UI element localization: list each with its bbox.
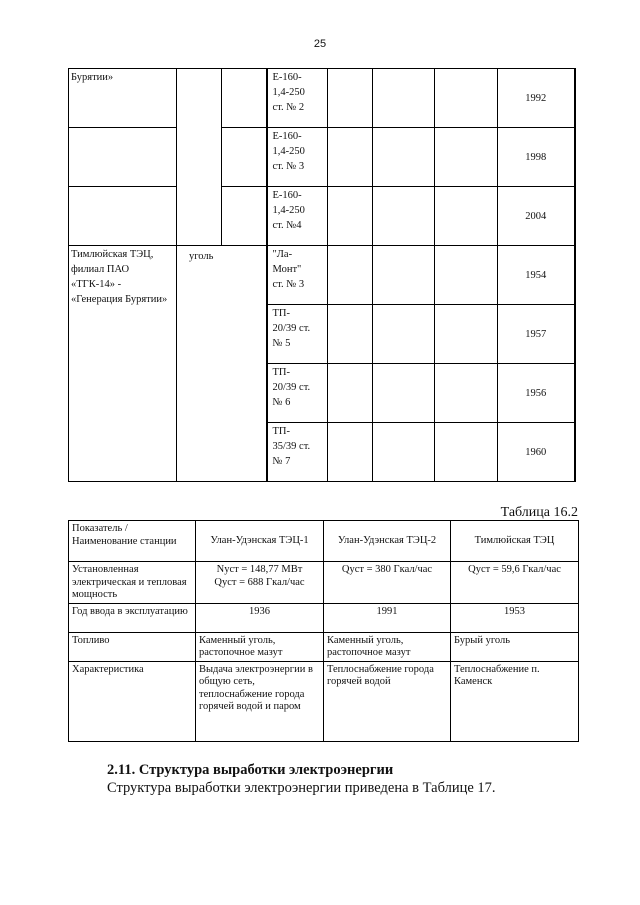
plant-cell: Тимлюйская ТЭЦ, филиал ПАО «ТГК-14» - «Генерация Бурятии»: [69, 246, 177, 482]
unit-cell: Е-160- 1,4-250 ст. №4: [267, 187, 328, 246]
table-row: [69, 69, 575, 128]
row-label: Год ввода в эксплуатацию: [69, 603, 196, 632]
unit-cell: ТП- 20/39 ст. № 5: [267, 305, 328, 364]
table-cell: 1936: [196, 603, 324, 632]
table-cell: Теплоснабжение города горячей водой: [324, 661, 451, 741]
unit-cell: Е-160- 1,4-250 ст. № 2: [267, 69, 328, 128]
row-label: Характеристика: [69, 661, 196, 741]
row-label: Установленная электрическая и тепловая мощность: [69, 562, 196, 604]
table-cell: 1953: [451, 603, 579, 632]
table-row: [69, 128, 575, 187]
section-heading: 2.11. Структура выработки электроэнергии: [107, 762, 394, 778]
row-label: Топливо: [69, 632, 196, 661]
table-row: [69, 661, 579, 741]
table-row: [69, 632, 579, 661]
header-cell: Улан-Удэнская ТЭЦ-2: [324, 521, 451, 562]
year-cell: 1956: [498, 364, 575, 423]
unit-cell: ТП- 20/39 ст. № 6: [267, 364, 328, 423]
table-cell: Каменный уголь, растопочное мазут: [324, 632, 451, 661]
table-row: [69, 562, 579, 604]
table-row: [69, 603, 579, 632]
table-header-row: [69, 521, 579, 562]
table-cell: Nуст = 148,77 МВт Qуст = 688 Гкал/час: [196, 562, 324, 604]
year-cell: 1992: [498, 69, 575, 128]
header-cell: Показатель / Наименование станции: [69, 521, 196, 562]
table-16-2: [68, 520, 579, 742]
unit-cell: ТП- 35/39 ст. № 7: [267, 423, 328, 482]
unit-cell: "Ла- Монт" ст. № 3: [267, 246, 328, 305]
page-number: 25: [313, 38, 327, 50]
fuel-cell: [177, 69, 222, 246]
section-text: Структура выработки электроэнергии приведена в Таблице 17.: [107, 780, 496, 796]
power-units-table: [68, 68, 576, 482]
table-caption: Таблица 16.2: [500, 505, 578, 520]
table-row: [69, 187, 575, 246]
year-cell: 1998: [498, 128, 575, 187]
table-cell: Теплоснабжение п. Каменск: [451, 661, 579, 741]
table-row: [69, 246, 575, 305]
table-cell: Qуст = 380 Гкал/час: [324, 562, 451, 604]
header-cell: Тимлюйская ТЭЦ: [451, 521, 579, 562]
plant-cell: Бурятии»: [69, 69, 177, 128]
table-cell: Выдача электроэнергии в общую сеть, теплоснабжение города горячей водой и паром: [196, 661, 324, 741]
table-cell: Каменный уголь, растопочное мазут: [196, 632, 324, 661]
year-cell: 1957: [498, 305, 575, 364]
table-cell: Бурый уголь: [451, 632, 579, 661]
year-cell: 2004: [498, 187, 575, 246]
unit-cell: Е-160- 1,4-250 ст. № 3: [267, 128, 328, 187]
table-cell: 1991: [324, 603, 451, 632]
table-cell: Qуст = 59,6 Гкал/час: [451, 562, 579, 604]
year-cell: 1954: [498, 246, 575, 305]
header-cell: Улан-Удэнская ТЭЦ-1: [196, 521, 324, 562]
fuel-cell: уголь: [177, 246, 267, 482]
year-cell: 1960: [498, 423, 575, 482]
